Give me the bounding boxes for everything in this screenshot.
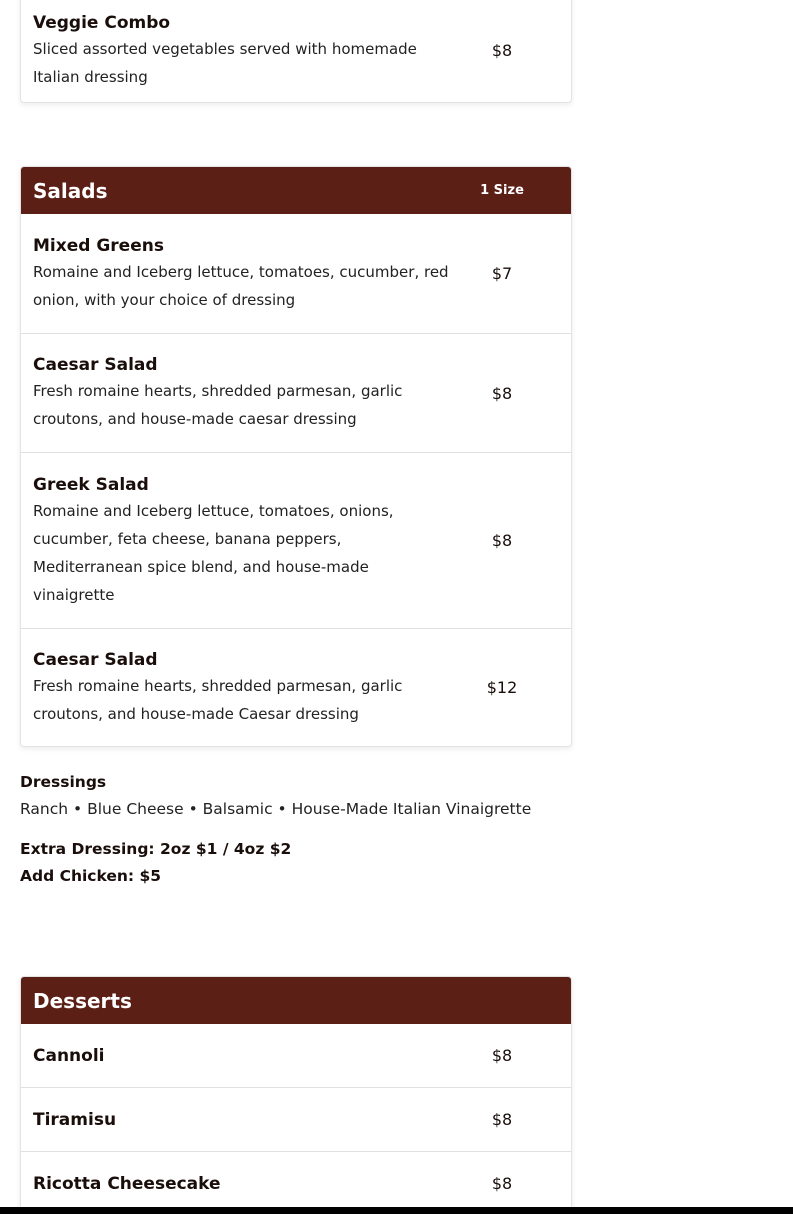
- item-name: Veggie Combo: [33, 12, 171, 33]
- menu-item-caesar-salad[interactable]: [21, 333, 571, 452]
- menu-item-tiramisu[interactable]: [21, 1087, 571, 1151]
- menu-item-cannoli[interactable]: [21, 1024, 571, 1087]
- section-title: Salads: [33, 178, 108, 203]
- item-price: $8: [491, 383, 513, 403]
- menu-item-ricotta-cheesecake[interactable]: [21, 1151, 571, 1214]
- item-name: Mixed Greens: [33, 235, 164, 256]
- extra-dressing-note: Extra Dressing: 2oz $1 / 4oz $2: [20, 840, 292, 858]
- dressings-notes: [20, 770, 580, 890]
- add-chicken-note: Add Chicken: $5: [20, 867, 162, 885]
- item-price: $8: [491, 1046, 513, 1065]
- item-price: $12: [486, 678, 518, 697]
- bottom-bar: [0, 1207, 793, 1214]
- item-price: $8: [491, 531, 513, 550]
- section-title: Desserts: [33, 988, 132, 1013]
- desserts-header: [21, 977, 571, 1024]
- menu-item-caesar-salad-large[interactable]: [21, 628, 571, 746]
- item-name: Caesar Salad: [33, 355, 158, 375]
- menu-item-greek-salad[interactable]: [21, 452, 571, 628]
- item-price: $8: [491, 41, 513, 60]
- item-name: Caesar Salad: [33, 649, 158, 670]
- item-description: Sliced assorted vegetables served with homemade Italian dressing: [33, 39, 417, 86]
- item-description: Fresh romaine hearts, shredded parmesan, garlic croutons, and house-made caesar dressing: [33, 382, 403, 428]
- item-name: Tiramisu: [33, 1109, 117, 1130]
- item-name: Ricotta Cheesecake: [33, 1173, 221, 1194]
- dressings-list: Ranch • Blue Cheese • Balsamic • House-Made Italian Vinaigrette: [20, 800, 532, 818]
- item-description: Fresh romaine hearts, shredded parmesan, garlic croutons, and house-made Caesar dressing: [33, 676, 403, 723]
- item-name: Cannoli: [33, 1045, 105, 1066]
- item-description: Romaine and Iceberg lettuce, tomatoes, onions, cucumber, feta cheese, banana peppers, Mediterranean spice blend, and house-made vinaigrette: [33, 501, 394, 604]
- salads-section: [20, 166, 572, 747]
- veggie-card: [20, 0, 572, 103]
- menu-item-veggie-combo[interactable]: [21, 0, 571, 102]
- desserts-section: [20, 976, 572, 1214]
- item-description: Romaine and Iceberg lettuce, tomatoes, cucumber, red onion, with your choice of dressing: [33, 262, 449, 309]
- dressings-heading: Dressings: [20, 773, 107, 791]
- size-label: 1 Size: [480, 183, 524, 198]
- menu-item-mixed-greens[interactable]: [21, 214, 571, 333]
- item-price: $8: [491, 1174, 513, 1193]
- item-price: $7: [491, 264, 513, 283]
- item-name: Greek Salad: [33, 474, 149, 495]
- salads-header: [21, 167, 571, 214]
- item-price: $8: [491, 1110, 513, 1129]
